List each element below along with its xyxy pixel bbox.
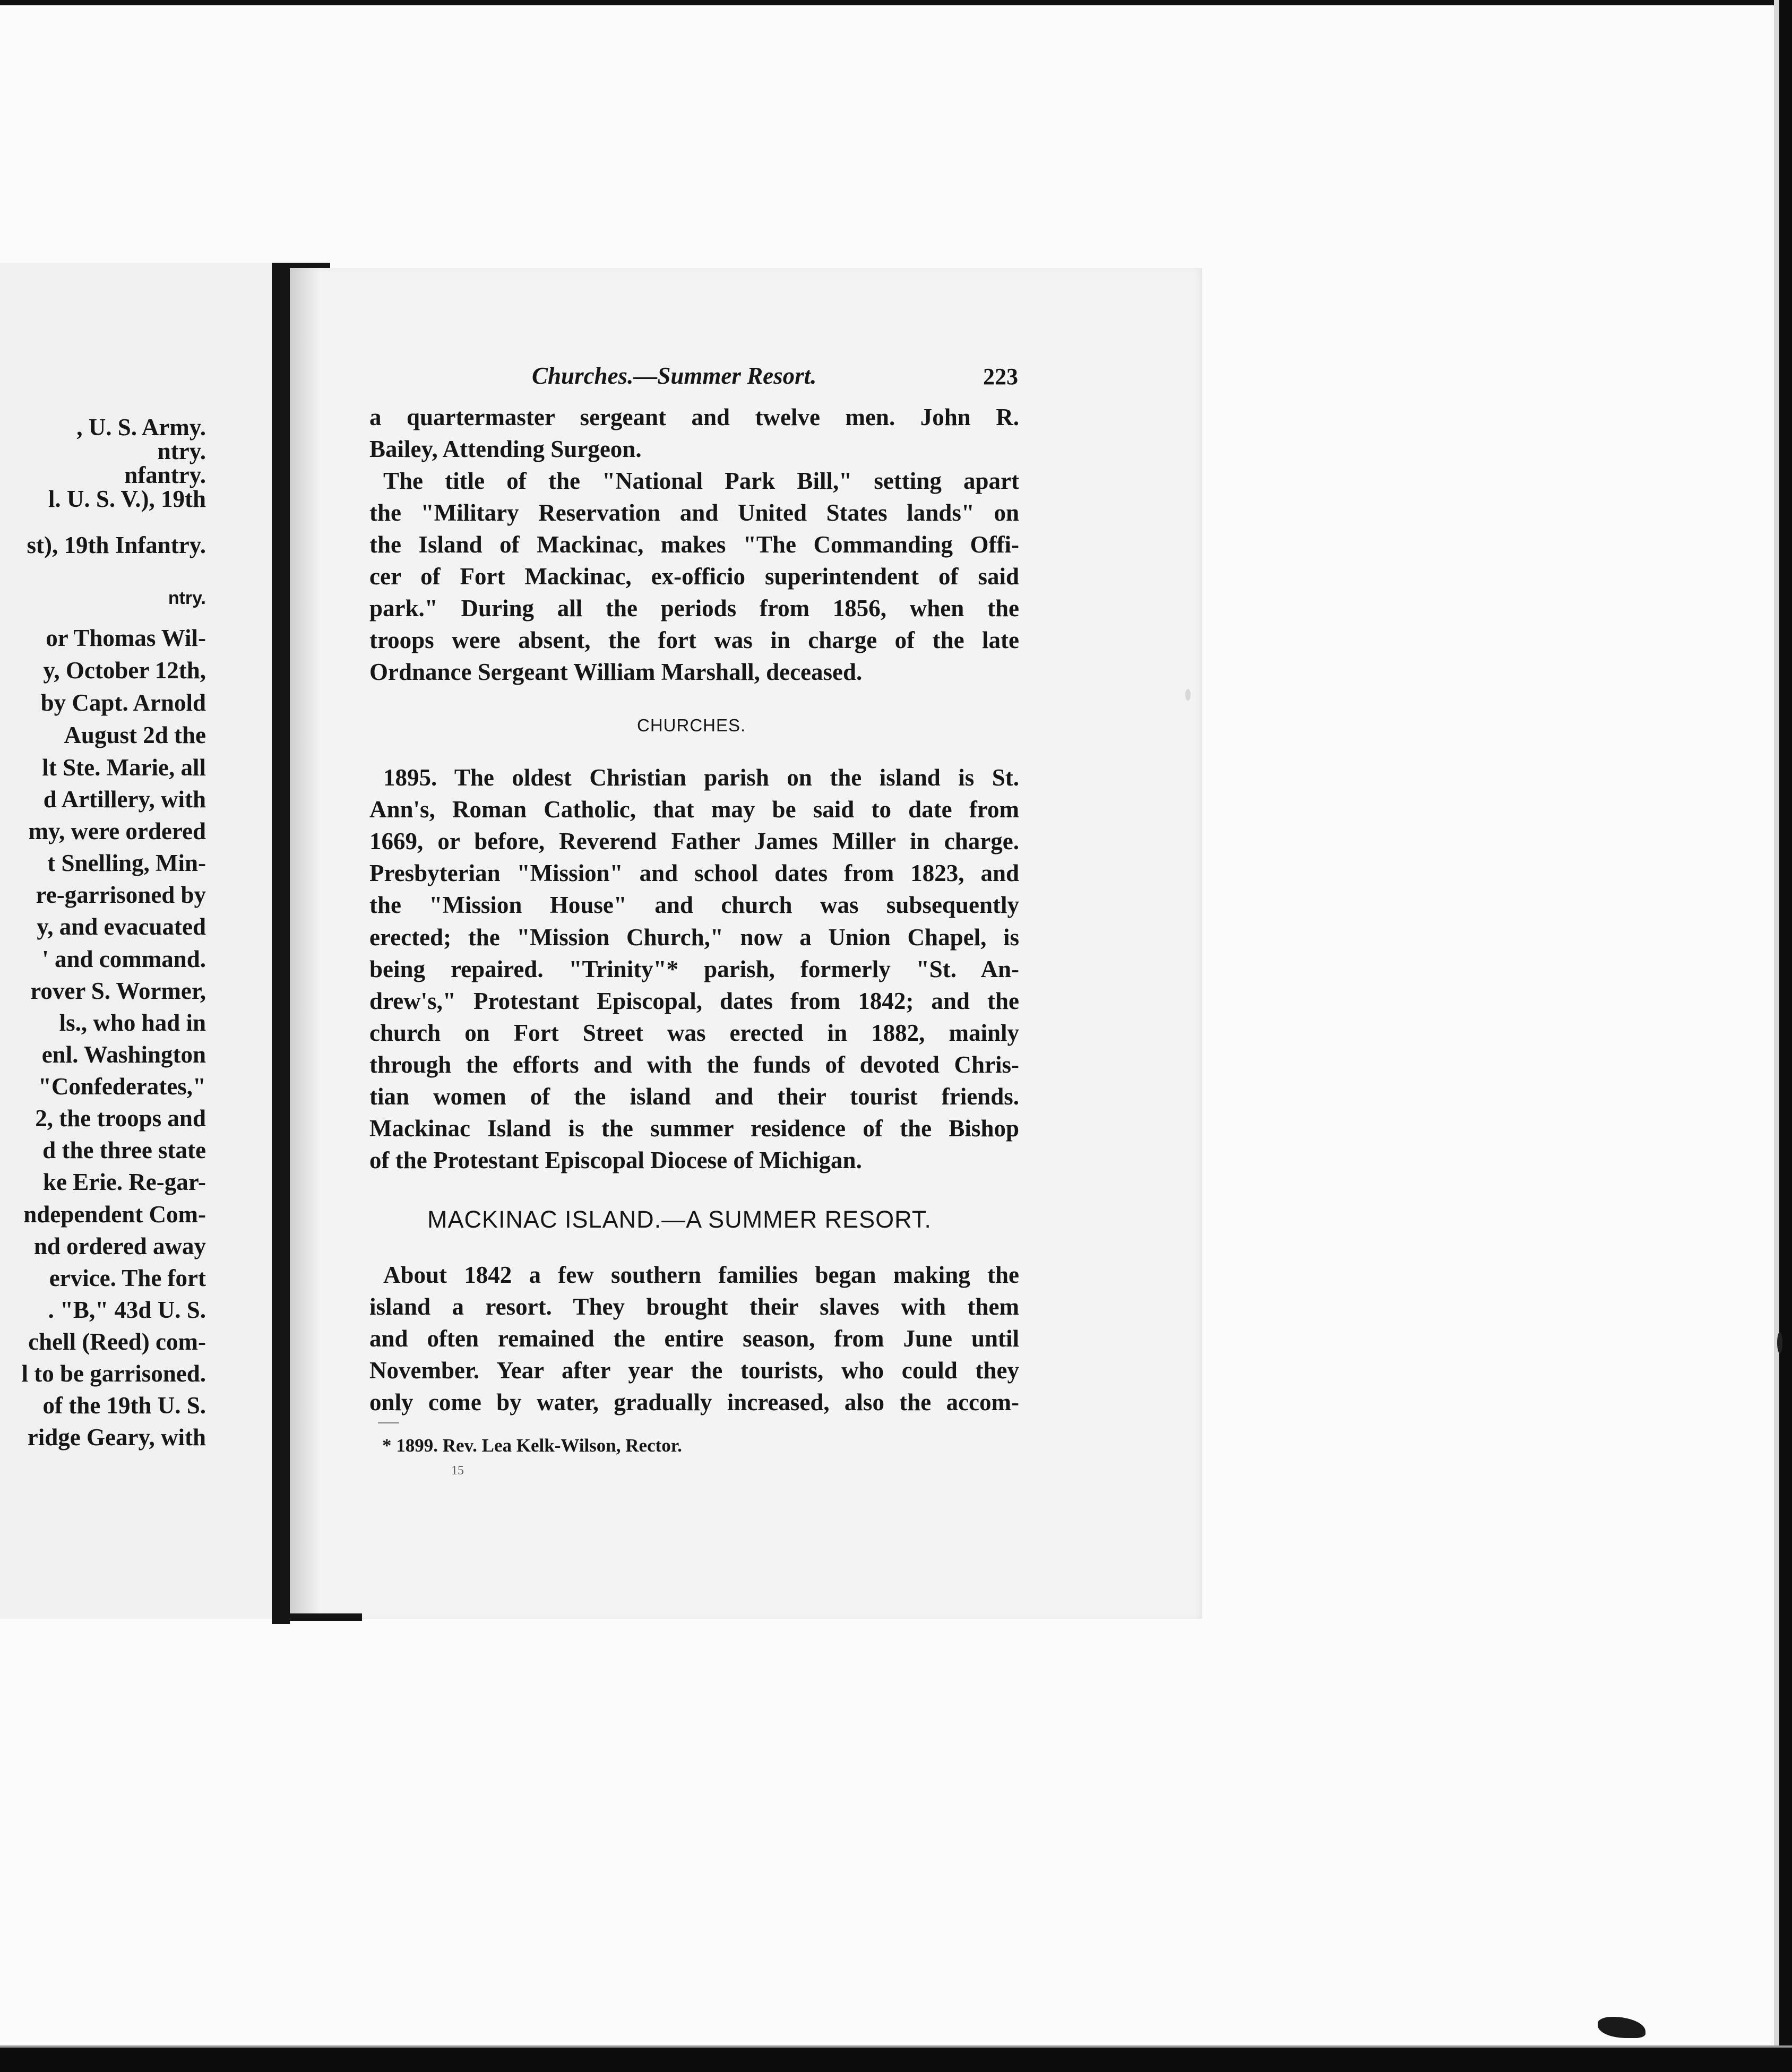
left-page-line: t Snelling, Min- <box>47 850 206 876</box>
left-page-line: ke Erie. Re-gar- <box>43 1169 206 1195</box>
body-line: island a resort. They brought their slaves with them <box>369 1293 1019 1320</box>
left-page-line: ntry. <box>157 438 206 464</box>
body-line: Ordnance Sergeant William Marshall, deceased. <box>369 659 863 685</box>
body-line: the "Mission House" and church was subsequently <box>369 892 1019 918</box>
left-page-line: by Capt. Arnold <box>40 689 206 716</box>
left-page-line: nd ordered away <box>33 1233 206 1259</box>
body-line: only come by water, gradually increased, also the accom- <box>369 1389 1019 1415</box>
body-line: November. Year after year the tourists, who could they <box>369 1357 1019 1384</box>
body-line: of the Protestant Episcopal Diocese of Michigan. <box>369 1147 862 1173</box>
body-line: About 1842 a few southern families began making the <box>383 1262 1019 1288</box>
body-line: through the efforts and with the funds of devoted Chris- <box>369 1051 1019 1078</box>
left-page-line: ' and command. <box>42 946 206 972</box>
body-line: 1669, or before, Reverend Father James Miller in charge. <box>369 828 1019 854</box>
left-page-line: chell (Reed) com- <box>28 1328 206 1355</box>
body-line: being repaired. "Trinity"* parish, formerly "St. An- <box>369 956 1019 982</box>
body-line: church on Fort Street was erected in 1882, mainly <box>369 1020 1019 1046</box>
left-page-line: d the three state <box>42 1137 206 1163</box>
left-page-line: August 2d the <box>64 722 206 748</box>
left-page-line: or Thomas Wil- <box>46 625 206 651</box>
scan-speck <box>1777 1332 1782 1353</box>
body-line: a quartermaster sergeant and twelve men. John R. <box>369 404 1019 430</box>
left-page-line: ridge Geary, with <box>27 1424 206 1451</box>
body-line: drew's," Protestant Episcopal, dates from 1842; and the <box>369 988 1019 1014</box>
gutter-shadow <box>290 263 322 1619</box>
left-page-line: , U. S. Army. <box>76 414 206 441</box>
body-line: and often remained the entire season, from June until <box>369 1325 1019 1352</box>
left-page-line: l to be garrisoned. <box>21 1360 206 1387</box>
left-page-line: ntry. <box>168 588 206 608</box>
body-line: cer of Fort Mackinac, ex-officio superintendent of said <box>369 563 1019 590</box>
signature-mark: 15 <box>451 1464 464 1478</box>
scan-border-bottom <box>0 2048 1792 2072</box>
body-line: Ann's, Roman Catholic, that may be said to date from <box>369 796 1019 823</box>
left-page-line: of the 19th U. S. <box>42 1392 206 1419</box>
gutter-bar-top <box>272 263 330 268</box>
left-page-line: y, October 12th, <box>43 657 206 684</box>
running-head: Churches.—Summer Resort. <box>532 362 817 389</box>
scan-speck <box>1185 689 1191 701</box>
body-line: troops were absent, the fort was in charge of the late <box>369 627 1019 653</box>
left-page-line: my, were ordered <box>28 818 206 844</box>
footnote: * 1899. Rev. Lea Kelk-Wilson, Rector. <box>382 1435 682 1456</box>
body-line: the Island of Mackinac, makes "The Commanding Offi- <box>369 531 1019 558</box>
body-line: 1895. The oldest Christian parish on the island is St. <box>383 764 1019 791</box>
left-page-line: nfantry. <box>124 462 206 488</box>
gutter-bar-foot <box>277 1613 362 1621</box>
left-page-line: . "B," 43d U. S. <box>48 1297 206 1323</box>
scan-speck <box>1598 2017 1645 2038</box>
scan-border-top <box>0 0 1792 5</box>
left-page-line: st), 19th Infantry. <box>27 532 206 558</box>
gutter-bar <box>272 263 290 1624</box>
left-page-line: lt Ste. Marie, all <box>42 754 206 781</box>
body-line: Bailey, Attending Surgeon. <box>369 436 642 462</box>
body-line: tian women of the island and their tourist friends. <box>369 1083 1019 1110</box>
body-line: park." During all the periods from 1856, when the <box>369 595 1019 621</box>
body-line: The title of the "National Park Bill," setting apart <box>383 468 1019 494</box>
body-line: Presbyterian "Mission" and school dates from 1823, and <box>369 860 1019 886</box>
left-page-line: ls., who had in <box>59 1009 206 1036</box>
page-number: 223 <box>983 364 1018 390</box>
left-page-line: d Artillery, with <box>43 786 206 813</box>
footnote-rule <box>378 1422 399 1423</box>
scan-border-right-shade <box>1774 0 1779 2072</box>
left-page-line: "Confederates," <box>38 1073 206 1100</box>
left-page-line: rover S. Wormer, <box>30 978 206 1004</box>
left-page-line: y, and evacuated <box>37 913 206 940</box>
section-heading-churches: CHURCHES. <box>637 715 746 735</box>
section-heading-summer-resort: MACKINAC ISLAND.—A SUMMER RESORT. <box>427 1206 932 1233</box>
left-page <box>0 263 287 1619</box>
left-page-line: re-garrisoned by <box>36 882 206 908</box>
body-line: Mackinac Island is the summer residence of the Bishop <box>369 1115 1019 1142</box>
left-page-line: enl. Washington <box>41 1041 206 1068</box>
scan-border-right <box>1779 0 1792 2072</box>
body-line: the "Military Reservation and United States lands" on <box>369 499 1019 526</box>
left-page-line: l. U. S. V.), 19th <box>48 486 206 512</box>
left-page-line: 2, the troops and <box>35 1105 206 1132</box>
left-page-line: ervice. The fort <box>49 1265 206 1291</box>
body-line: erected; the "Mission Church," now a Union Chapel, is <box>369 924 1019 951</box>
left-page-line: ndependent Com- <box>23 1201 206 1228</box>
